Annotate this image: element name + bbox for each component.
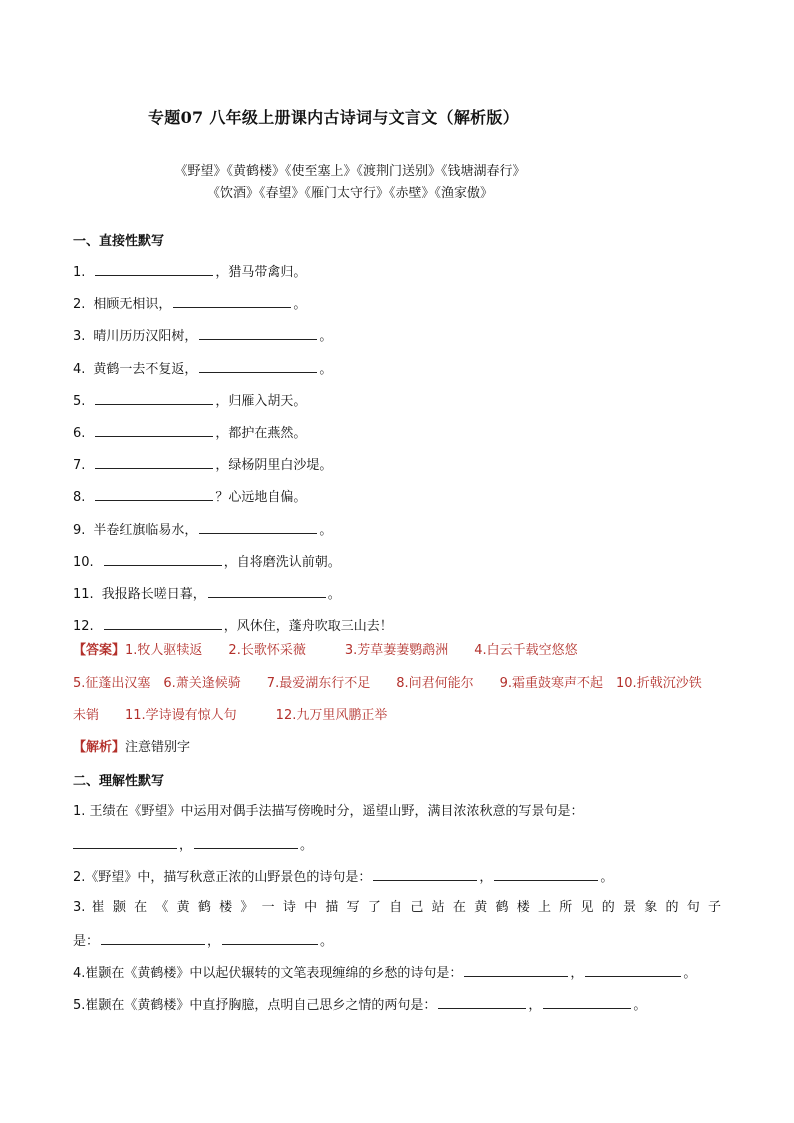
- section-1-heading: 一、直接性默写: [73, 234, 165, 249]
- item-text-after: ，猎马带禽归。: [215, 265, 307, 280]
- item-number: 1.: [73, 265, 86, 280]
- period: 。: [600, 870, 614, 885]
- list-item: [73, 391, 306, 411]
- fill-blank[interactable]: [194, 835, 298, 849]
- comma: ，: [528, 998, 542, 1013]
- question-2-2: [73, 867, 613, 887]
- answer-tag: 【答案】: [73, 643, 126, 658]
- page-title: 专题07 八年级上册课内古诗词与文言文（解析版）: [148, 108, 520, 127]
- item-text-after: ，归雁入胡天。: [215, 394, 307, 409]
- fill-blank[interactable]: [173, 294, 291, 308]
- item-text-before: 黄鹤一去不复返，: [93, 362, 198, 377]
- list-item: [73, 423, 306, 443]
- analysis-line: [73, 739, 190, 757]
- item-number: 4.: [73, 362, 86, 377]
- answer-line-1: [73, 642, 578, 660]
- fill-blank[interactable]: [464, 963, 568, 977]
- list-item: [73, 552, 341, 572]
- item-text-before: 我报路长嗟日暮，: [101, 587, 206, 602]
- period: 。: [633, 998, 647, 1013]
- item-text-before: 相顾无相识，: [93, 297, 172, 312]
- fill-blank[interactable]: [199, 520, 317, 534]
- answer-line-3: 未销 11.学诗谩有惊人句 12.九万里风鹏正举: [73, 708, 388, 723]
- item-number: 10.: [73, 555, 94, 570]
- fill-blank[interactable]: [543, 995, 631, 1009]
- item-text-after: 。: [319, 523, 333, 538]
- item-text-after: 。: [319, 362, 333, 377]
- fill-blank[interactable]: [199, 359, 317, 373]
- fill-blank[interactable]: [373, 867, 477, 881]
- item-text-before: 半卷红旗临易水，: [93, 523, 198, 538]
- fill-blank[interactable]: [73, 835, 177, 849]
- period: 。: [320, 934, 334, 949]
- fill-blank[interactable]: [438, 995, 526, 1009]
- item-text-after: ，绿杨阴里白沙堤。: [215, 458, 333, 473]
- list-item: [73, 262, 306, 282]
- item-text-after: 。: [293, 297, 307, 312]
- question-2-3-text: 是：: [73, 934, 100, 949]
- question-2-2-text: 2.《野望》中，描写秋意正浓的山野景色的诗句是：: [73, 870, 372, 885]
- item-number: 12.: [73, 619, 94, 634]
- question-2-4-text: 4.崔颢在《黄鹤楼》中以起伏辗转的文笔表现缠绵的乡愁的诗句是：: [73, 966, 463, 981]
- question-2-1-answer-line: [73, 835, 313, 855]
- period: 。: [300, 838, 314, 853]
- item-text-after: ，风休住，蓬舟吹取三山去！: [223, 619, 393, 634]
- list-item: [73, 616, 393, 636]
- section-2-heading: 二、理解性默写: [73, 774, 165, 789]
- fill-blank[interactable]: [104, 616, 222, 630]
- fill-blank[interactable]: [95, 262, 213, 276]
- question-2-1: 1. 王绩在《野望》中运用对偶手法描写傍晚时分，遥望山野，满目浓浓秋意的写景句是：: [73, 804, 584, 819]
- item-text-after: 。: [327, 587, 341, 602]
- question-2-3-answer-line: [73, 931, 333, 951]
- answer-line-2: 5.征蓬出汉塞 6.萧关逢候骑 7.最爱湖东行不足 8.问君何能尔 9.霜重鼓寒声不起 10.折戟沉沙铁: [73, 676, 702, 691]
- fill-blank[interactable]: [208, 584, 326, 598]
- item-number: 6.: [73, 426, 86, 441]
- fill-blank[interactable]: [222, 931, 318, 945]
- analysis-text: 注意错别字: [125, 740, 191, 755]
- answer-text-1: 1.牧人驱犊返 2.长歌怀采薇 3.芳草萋萋鹦鹉洲 4.白云千载空悠悠: [125, 643, 578, 658]
- list-item: [73, 584, 341, 604]
- fill-blank[interactable]: [494, 867, 598, 881]
- period: 。: [683, 966, 697, 981]
- list-item: [73, 294, 306, 314]
- item-number: 9.: [73, 523, 86, 538]
- item-text-after: ，都护在燕然。: [215, 426, 307, 441]
- item-number: 7.: [73, 458, 86, 473]
- comma: ，: [479, 870, 493, 885]
- item-number: 11.: [73, 587, 94, 602]
- fill-blank[interactable]: [95, 455, 213, 469]
- question-2-5-text: 5.崔颢在《黄鹤楼》中直抒胸臆，点明自己思乡之情的两句是：: [73, 998, 437, 1013]
- list-item: [73, 520, 332, 540]
- item-text-before: 晴川历历汉阳树，: [93, 329, 198, 344]
- analysis-tag: 【解析】: [73, 740, 126, 755]
- fill-blank[interactable]: [101, 931, 205, 945]
- item-number: 2.: [73, 297, 86, 312]
- item-text-after: ，自将磨洗认前朝。: [223, 555, 341, 570]
- item-text-after: 。: [319, 329, 333, 344]
- fill-blank[interactable]: [104, 552, 222, 566]
- fill-blank[interactable]: [95, 487, 213, 501]
- item-number: 8.: [73, 490, 86, 505]
- question-2-3: 3. 崔 颢 在 《 黄 鹤 楼 》 一 诗 中 描 写 了 自 己 站 在 黄 鹤 楼 上 所 见 的 景 象 的 句 子: [73, 900, 721, 915]
- question-2-5: [73, 995, 646, 1015]
- list-item: [73, 455, 332, 475]
- item-number: 3.: [73, 329, 86, 344]
- fill-blank[interactable]: [199, 326, 317, 340]
- list-item: [73, 359, 332, 379]
- fill-blank[interactable]: [95, 423, 213, 437]
- comma: ，: [570, 966, 584, 981]
- item-number: 5.: [73, 394, 86, 409]
- list-item: [73, 326, 332, 346]
- fill-blank[interactable]: [95, 391, 213, 405]
- comma: ，: [207, 934, 221, 949]
- list-item: [73, 487, 306, 507]
- question-2-4: [73, 963, 696, 983]
- fill-blank[interactable]: [585, 963, 681, 977]
- comma: ，: [179, 838, 193, 853]
- subtitle-line-2: 《饮酒》《春望》《雁门太守行》《赤壁》《渔家傲》: [206, 186, 493, 201]
- item-text-after: ？心远地自偏。: [215, 490, 307, 505]
- subtitle-line-1: 《野望》《黄鹤楼》《使至塞上》《渡荆门送别》《钱塘湖春行》: [174, 164, 526, 179]
